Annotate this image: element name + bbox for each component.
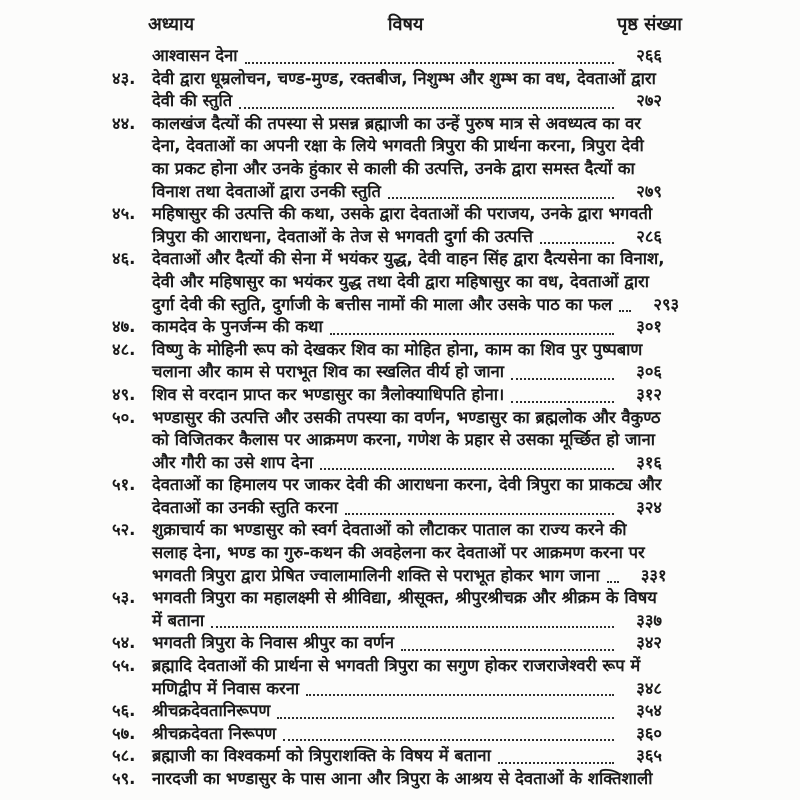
entry-line-text: श्रीचक्रदेवता निरूपण [152, 723, 277, 743]
chapter-number: ५७. [112, 723, 136, 743]
entry-line [152, 723, 662, 746]
entry-line: नारदजी का भण्डासुर के पास आना और त्रिपुरा के आश्रय से देवताओं के शक्तिशाली [152, 769, 653, 788]
page-number: २७२ [636, 91, 662, 111]
page-number: ३३७ [636, 610, 662, 630]
dotted-leader [345, 512, 614, 515]
entry-line [152, 226, 662, 249]
entry-text [152, 384, 662, 407]
dotted-leader [607, 580, 619, 583]
toc-entry [112, 248, 680, 316]
entry-text [152, 587, 662, 632]
toc-entry [112, 407, 662, 475]
toc-entry [112, 203, 662, 248]
page-number: ३३१ [640, 565, 667, 585]
entry-line: भण्डासुर की उत्पत्ति और उसकी तपस्या का वर्णन, भण्डासुर का ब्रह्मलोक और वैकुण्ठ [152, 407, 661, 427]
entry-line [152, 361, 662, 384]
entry-text [152, 723, 662, 746]
toc-entry [112, 316, 662, 339]
entry-line-text: कामदेव के पुनर्जन्म की कथा [152, 317, 323, 337]
page-number: ३१६ [636, 452, 662, 472]
chapter-number: ५२. [112, 520, 136, 540]
toc-entry [112, 655, 662, 700]
header-subject-label: विषय [387, 14, 424, 35]
toc-entry [112, 587, 662, 632]
entry-line-text: मणिद्वीप में निवास करना [152, 678, 300, 698]
page-number: ३५४ [636, 701, 662, 721]
entry-line [152, 294, 680, 317]
page-number: २७९ [636, 181, 662, 201]
toc-entry-list [0, 45, 800, 791]
entry-text [152, 68, 662, 113]
entry-line [152, 316, 662, 339]
toc-entry [112, 519, 667, 587]
entry-line [152, 90, 662, 113]
chapter-number: ५३. [112, 588, 136, 608]
toc-entry [112, 339, 662, 384]
entry-line: का प्रकट होना और उनके हुंकार से काली की उत्पत्ति, उनके द्वारा समस्त दैत्यों का [152, 158, 635, 178]
entry-line: को विजितकर कैलास पर आक्रमण करना, गणेश के प्रहार से उसका मूर्च्छित हो जाना [152, 430, 656, 450]
entry-line-text: और गौरी का उसे शाप देना [152, 452, 314, 472]
chapter-number: ४४. [112, 113, 136, 133]
entry-line [152, 700, 662, 723]
entry-line [152, 497, 662, 520]
toc-entry [112, 768, 662, 791]
page-number: २८६ [636, 226, 662, 246]
entry-text [152, 339, 662, 384]
dotted-leader [283, 738, 614, 741]
page-number: ३६५ [636, 746, 662, 766]
entry-line: देवताओं का हिमालय पर जाकर देवी की आराधना करना, देवी त्रिपुरा का प्राकट्य और [152, 475, 662, 495]
toc-entry [112, 745, 662, 768]
dotted-leader [619, 309, 631, 312]
page-number: ३१२ [636, 384, 662, 404]
entry-line [152, 678, 662, 701]
entry-line [152, 745, 662, 768]
toc-entry [112, 45, 662, 68]
entry-line-text: त्रिपुरा की आराधना, देवताओं के तेज से भगवती दुर्गा की उत्पत्ति [152, 226, 533, 246]
entry-line-text: विनाश तथा देवताओं द्वारा उनकी स्तुति [152, 181, 381, 201]
dotted-leader [388, 196, 614, 199]
entry-line-text: भगवती त्रिपुरा के निवास श्रीपुर का वर्णन [152, 633, 394, 653]
chapter-number: ५८. [112, 746, 136, 766]
page-number: ३२४ [636, 497, 662, 517]
dotted-leader [211, 625, 614, 628]
entry-line-text: देवी की स्तुति [152, 91, 233, 111]
entry-text [152, 632, 662, 655]
entry-text [152, 474, 662, 519]
dotted-leader [306, 693, 614, 696]
toc-entry [112, 68, 662, 113]
entry-line: देवी और महिषासुर का भयंकर युद्ध तथा देवी द्वारा महिषासुर का वध, देवताओं द्वारा [152, 271, 650, 291]
entry-text [152, 768, 662, 791]
page-number: ३०१ [636, 317, 662, 337]
entry-line: देवी द्वारा धूम्रलोचन, चण्ड-मुण्ड, रक्तबीज, निशुम्भ और शुम्भ का वध, देवताओं द्वारा [152, 68, 656, 88]
dotted-leader [277, 716, 614, 719]
toc-entry [112, 723, 662, 746]
chapter-number: ४५. [112, 204, 136, 224]
chapter-number: ५६. [112, 701, 136, 721]
toc-entry [112, 700, 662, 723]
entry-line: देना, देवताओं का अपनी रक्षा के लिये भगवती त्रिपुरा की प्रार्थना करना, त्रिपुरा देवी [152, 136, 644, 156]
chapter-number: ४७. [112, 317, 136, 337]
toc-entry [112, 632, 662, 655]
entry-line-text: आश्वासन देना [152, 46, 238, 65]
entry-line-text: श्रीचक्रदेवतानिरूपण [152, 701, 271, 721]
dotted-leader [511, 400, 614, 403]
entry-line [152, 384, 662, 407]
entry-text [152, 316, 662, 339]
page-number: २६६ [636, 46, 662, 65]
entry-text [152, 519, 667, 587]
chapter-number: ५०. [112, 407, 136, 427]
entry-line-text: शिव से वरदान प्राप्त कर भण्डासुर का त्रैलोक्याधिपति होना। [152, 384, 505, 404]
chapter-number: ४६. [112, 249, 136, 269]
entry-text [152, 655, 662, 700]
entry-line-text: ब्रह्माजी का विश्वकर्मा को त्रिपुराशक्ति के विषय में बताना [152, 746, 491, 766]
dotted-leader [245, 61, 614, 64]
page-number: ३६० [636, 723, 662, 743]
entry-line [152, 632, 662, 655]
chapter-number: ४८. [112, 339, 136, 359]
header-page-label: पृष्ठ संख्या [617, 14, 682, 35]
entry-line: देवताओं और दैत्यों की सेना में भयंकर युद्ध, देवी वाहन सिंह द्वारा दैत्यसेना का विनाश, [152, 249, 665, 269]
page-number: ३४२ [636, 633, 662, 653]
entry-line-text: में बताना [152, 610, 205, 630]
entry-line [152, 181, 662, 204]
dotted-leader [320, 467, 614, 470]
entry-line: सलाह देना, भण्ड का गुरु-कथन की अवहेलना कर देवताओं पर आक्रमण करना पर [152, 543, 645, 563]
entry-text [152, 700, 662, 723]
chapter-number: ४३. [112, 68, 136, 88]
entry-text [152, 407, 662, 475]
dotted-leader [498, 761, 614, 764]
entry-line [152, 610, 662, 633]
entry-text [152, 745, 662, 768]
entry-line-text: भगवती त्रिपुरा द्वारा प्रेषित ज्वालामालिनी शक्ति से पराभूत होकर भाग जाना [152, 565, 600, 585]
entry-line [152, 452, 662, 475]
toc-entry [112, 474, 662, 519]
entry-text [152, 248, 680, 316]
entry-text [152, 45, 662, 68]
toc-entry [112, 384, 662, 407]
chapter-number: ५१. [112, 475, 136, 495]
entry-line: भगवती त्रिपुरा का महालक्ष्मी से श्रीविद्या, श्रीसूक्त, श्रीपुरश्रीचक्र और श्रीक्रम के विषय [152, 588, 657, 608]
dotted-leader [401, 648, 614, 651]
entry-line [152, 565, 667, 588]
chapter-number: ४९. [112, 384, 136, 404]
entry-line-text: चलाना और काम से पराभूत शिव का स्खलित वीर्य हो जाना [152, 362, 505, 382]
dotted-leader [239, 106, 614, 109]
chapter-number: ५५. [112, 656, 136, 676]
toc-entry [112, 113, 662, 203]
entry-line: ब्रह्मादि देवताओं की प्रार्थना से भगवती त्रिपुरा का सगुण होकर राजराजेश्वरी रूप में [152, 656, 641, 676]
entry-line-text: दुर्गा देवी की स्तुति, दुर्गाजी के बत्तीस नामों की माला और उसके पाठ का फल [152, 294, 613, 314]
page-number: ३०६ [636, 362, 662, 382]
dotted-leader [330, 332, 614, 335]
entry-line: विष्णु के मोहिनी रूप को देखकर शिव का मोहित होना, काम का शिव पुर पुष्पबाण [152, 339, 643, 359]
entry-line: महिषासुर की उत्पत्ति की कथा, उसके द्वारा देवताओं की पराजय, उनके द्वारा भगवती [152, 204, 653, 224]
dotted-leader [540, 241, 614, 244]
entry-line: कालखंज दैत्यों की तपस्या से प्रसन्न ब्रह्माजी का उन्हें पुरुष मात्र से अवध्यत्व का वर [152, 113, 642, 133]
dotted-leader [511, 377, 614, 380]
toc-header-row [0, 12, 800, 36]
chapter-number: ५४. [112, 633, 136, 653]
entry-line-text: देवताओं का उनकी स्तुति करना [152, 497, 338, 517]
entry-line [152, 45, 662, 68]
header-chapter-label: अध्याय [148, 14, 195, 35]
chapter-number: ५९. [112, 769, 136, 788]
page-number: २९३ [653, 294, 680, 314]
entry-text [152, 203, 662, 248]
entry-text [152, 113, 662, 203]
page-number: ३४८ [636, 678, 662, 698]
entry-line: शुक्राचार्य का भण्डासुर को स्वर्ग देवताओं को लौटाकर पाताल का राज्य करने की [152, 520, 627, 540]
